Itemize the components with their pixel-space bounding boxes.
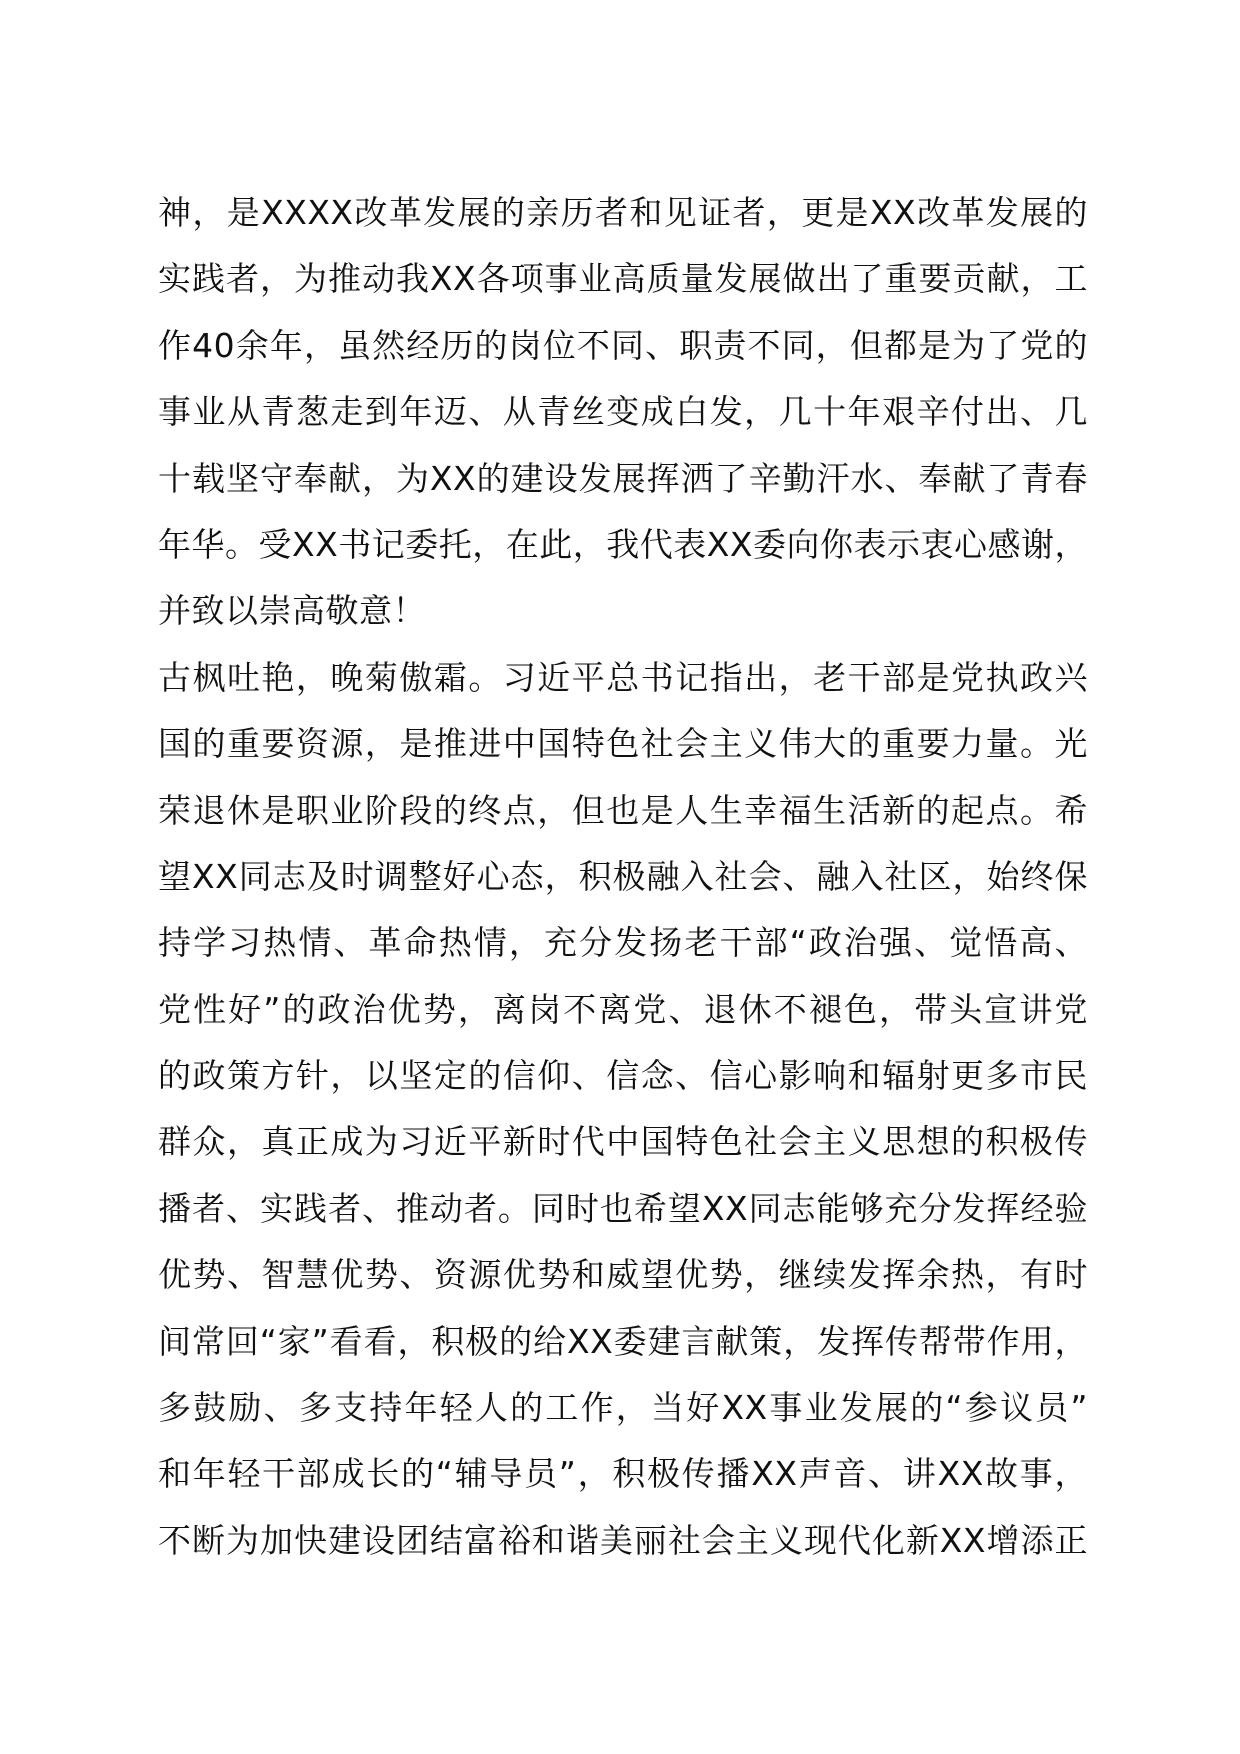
text-line: 十载坚守奉献，为XX的建设发展挥洒了辛勤汗水、奉献了青春 [158,458,1088,498]
text-line: 古枫吐艳，晚菊傲霜。习近平总书记指出，老干部是党执政兴 [158,657,1088,697]
text-line: 播者、实践者、推动者。同时也希望XX同志能够充分发挥经验 [158,1188,1088,1228]
text-line: 神，是XXXX改革发展的亲历者和见证者，更是XX改革发展的 [158,193,1088,232]
text-line: 实践者，为推动我XX各项事业高质量发展做出了重要贡献，工 [158,259,1088,299]
text-line: 持学习热情、革命热情，充分发扬老干部“政治强、觉悟高、 [158,923,1088,963]
text-line: 年华。受XX书记委托，在此，我代表XX委向你表示衷心感谢， [158,524,1088,564]
text-line: 的政策方针，以坚定的信仰、信念、信心影响和辐射更多市民 [158,1056,1088,1096]
text-line: 优势、智慧优势、资源优势和威望优势，继续发挥余热，有时 [158,1255,1088,1295]
text-line: 群众，真正成为习近平新时代中国特色社会主义思想的积极传 [158,1122,1088,1162]
text-line: 间常回“家”看看，积极的给XX委建言献策，发挥传帮带作用， [158,1321,1088,1361]
text-line: 多鼓励、多支持年轻人的工作，当好XX事业发展的“参议员” [158,1388,1088,1428]
text-line: 国的重要资源，是推进中国特色社会主义伟大的重要力量。光 [158,724,1088,764]
text-line: 事业从青葱走到年迈、从青丝变成白发，几十年艰辛付出、几 [158,392,1088,432]
text-line: 党性好”的政治优势，离岗不离党、退休不褪色，带头宣讲党 [158,989,1088,1029]
text-line: 望XX同志及时调整好心态，积极融入社会、融入社区，始终保 [158,856,1088,896]
paragraph-end-line: 并致以崇高敬意！ [158,591,426,631]
text-line: 作40余年，虽然经历的岗位不同、职责不同，但都是为了党的 [158,325,1088,365]
text-line: 和年轻干部成长的“辅导员”，积极传播XX声音、讲XX故事， [158,1454,1088,1494]
text-line: 不断为加快建设团结富裕和谐美丽社会主义现代化新XX增添正 [158,1520,1088,1560]
text-line: 荣退休是职业阶段的终点，但也是人生幸福生活新的起点。希 [158,790,1088,830]
body-text [158,180,1088,1574]
